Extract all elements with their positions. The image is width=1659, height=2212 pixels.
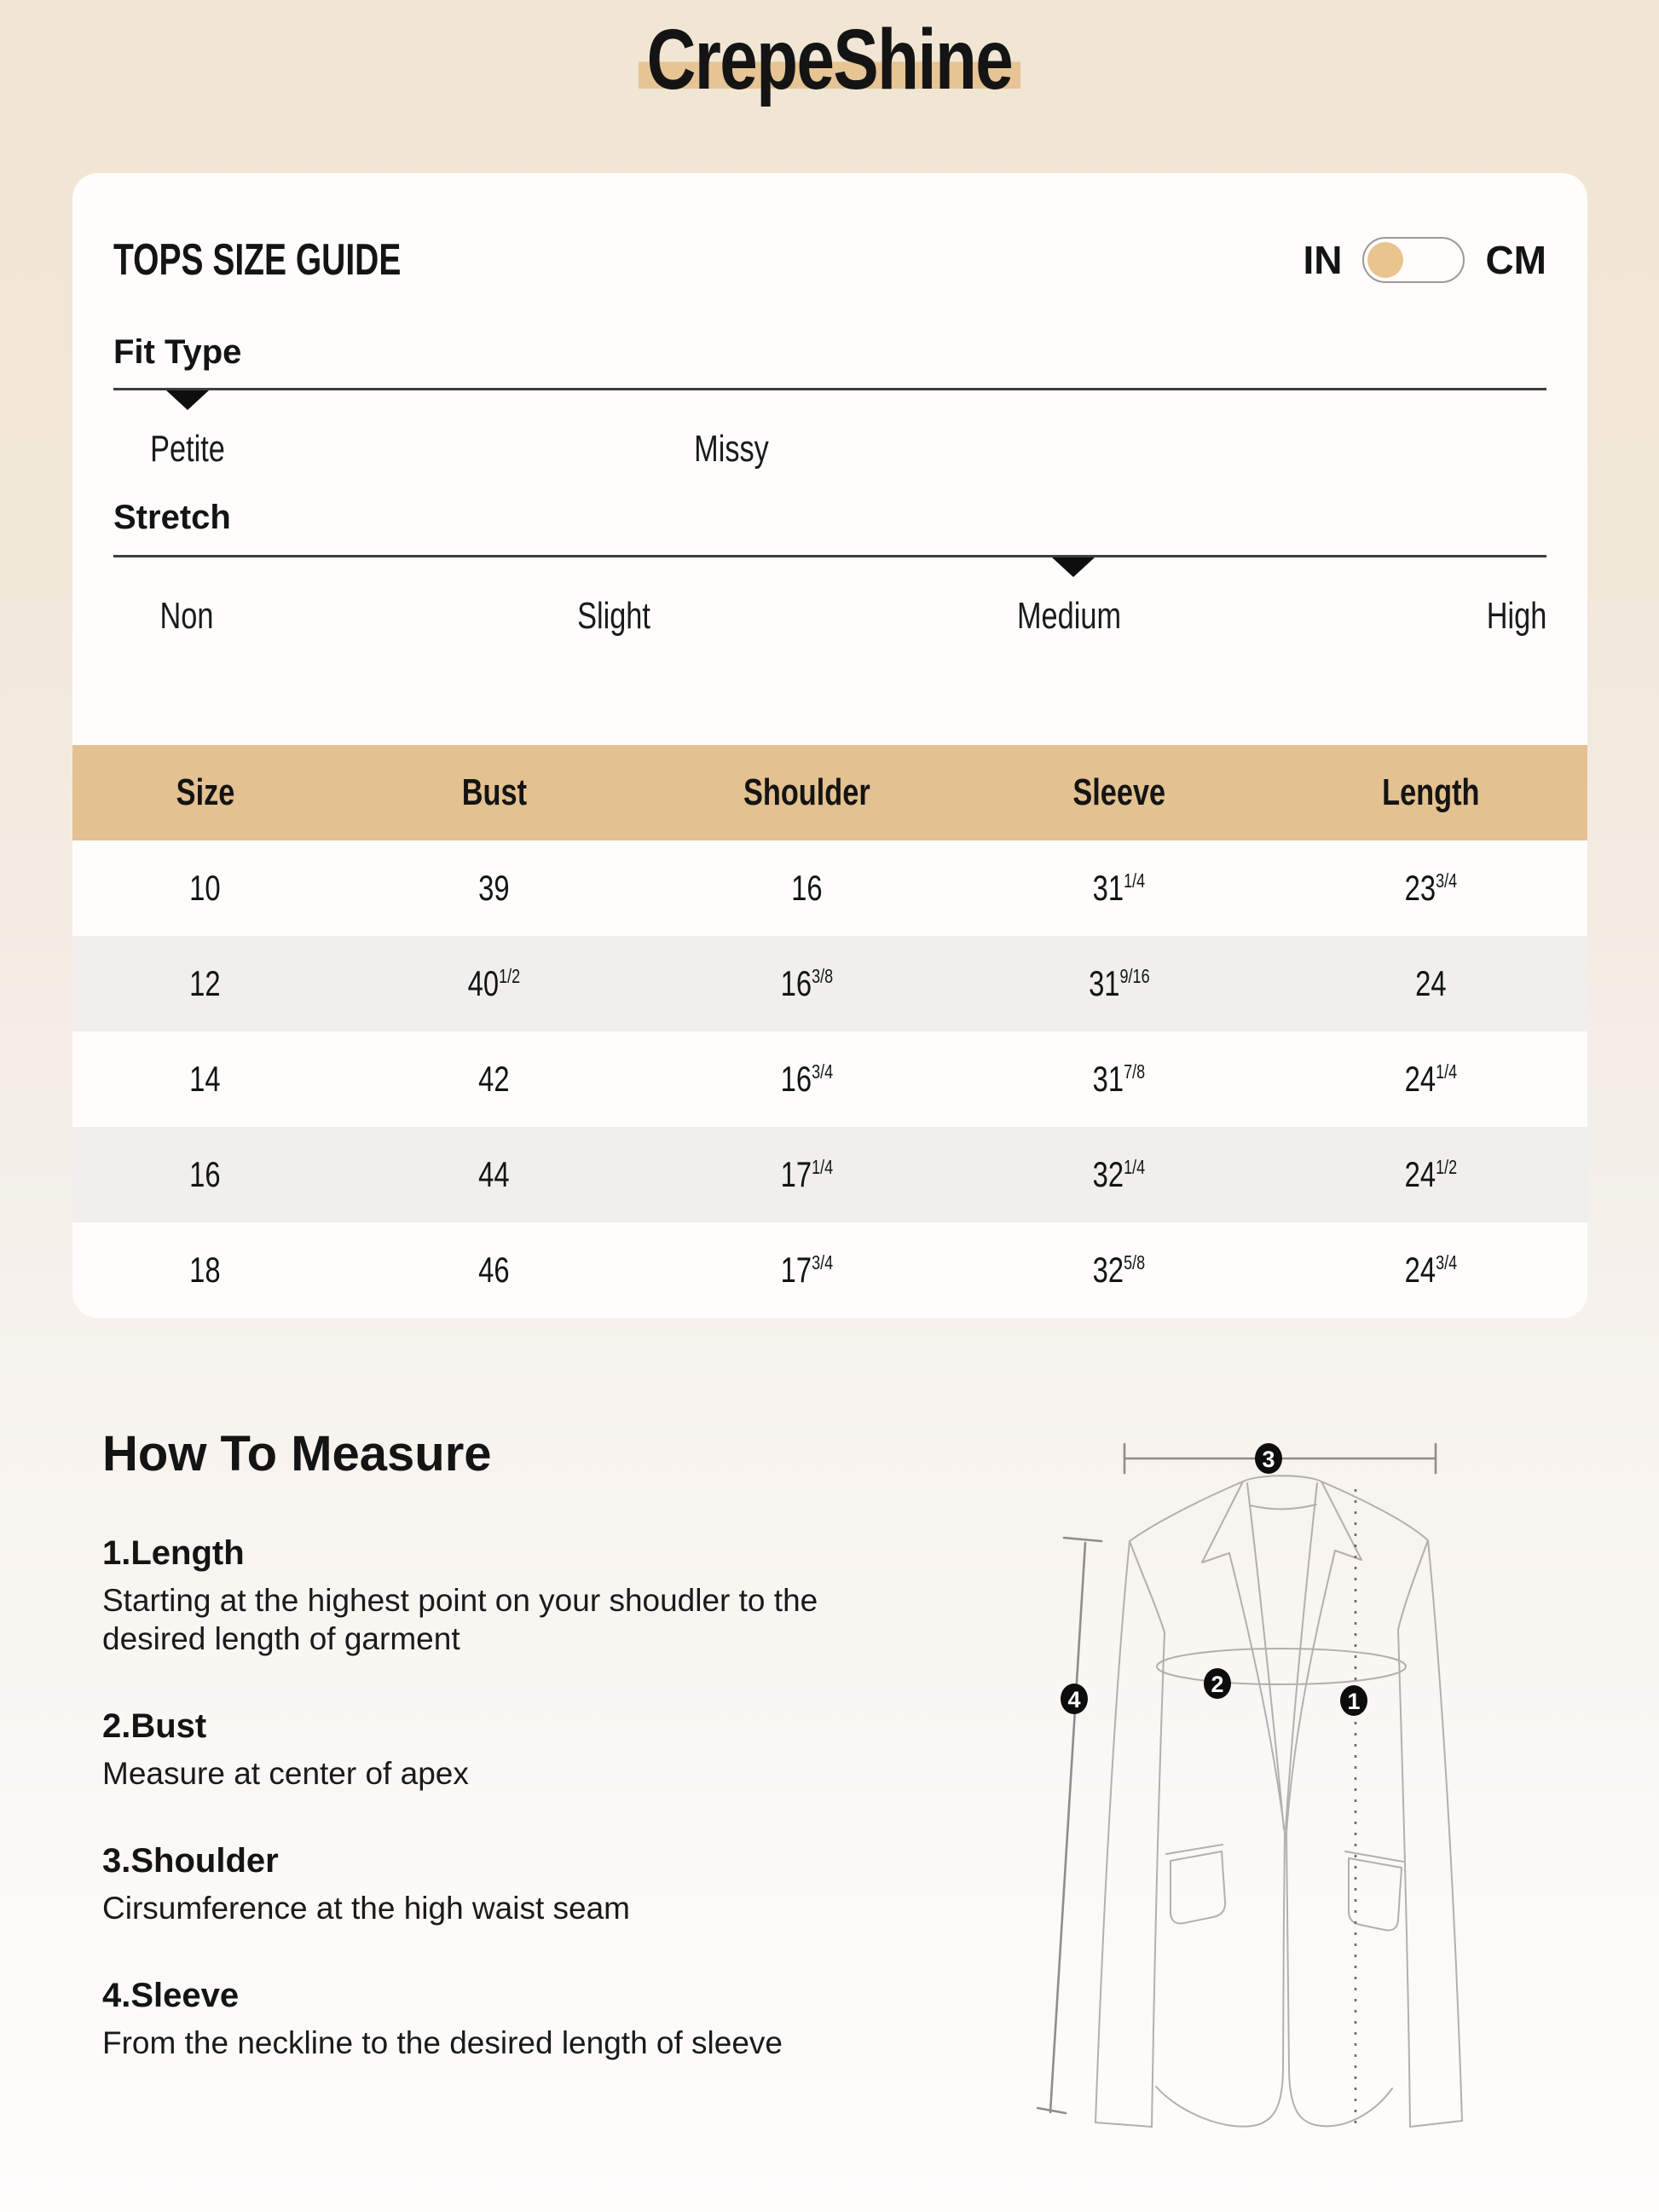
column-header: Sleeve	[1072, 771, 1165, 813]
column-header: Size	[176, 771, 235, 813]
table-cell: 39	[478, 868, 510, 908]
table-row-size-14	[72, 1031, 1587, 1127]
measure-item-4	[102, 1975, 904, 2062]
unit-switch-knob[interactable]	[1367, 242, 1403, 278]
fit-type-track-line	[113, 388, 1546, 390]
measure-item-1	[102, 1533, 904, 1658]
badge-1	[1340, 1685, 1367, 1716]
fit-type-label: Fit Type	[113, 333, 242, 371]
measure-item-text: Cirsumference at the high waist seam	[102, 1891, 630, 1926]
table-cell: $16^{3/4}$	[780, 1059, 833, 1099]
table-cell: $32^{1/4}$	[1092, 1154, 1146, 1194]
measure-item-text: Starting at the highest point on your shoudler to the desired length of garment	[102, 1583, 818, 1656]
table-cell: 16	[790, 868, 823, 908]
sleeve-measure-line	[1038, 1538, 1101, 2113]
table-cell: 46	[478, 1250, 510, 1290]
measure-instructions	[102, 1533, 904, 2110]
measure-item-text: From the neckline to the desired length of sleeve	[102, 2025, 783, 2060]
table-row-size-16	[72, 1127, 1587, 1222]
column-header: Length	[1382, 771, 1480, 813]
table-cell: 44	[478, 1154, 510, 1194]
size-guide-card	[72, 173, 1587, 1318]
column-header: Bust	[461, 771, 527, 813]
table-cell: $24^{1/2}$	[1405, 1154, 1458, 1194]
slider-option-missy: Missy	[693, 428, 769, 470]
unit-switch[interactable]	[1362, 237, 1465, 283]
table-cell: $40^{1/2}$	[467, 963, 521, 1003]
measure-item-heading: 3.Shoulder	[102, 1842, 279, 1880]
garment-diagram	[1037, 1432, 1565, 2152]
stretch-options	[113, 594, 1546, 644]
svg-text:2: 2	[1211, 1672, 1224, 1697]
measure-item-text: Measure at center of apex	[102, 1756, 469, 1791]
stretch-marker-icon	[1052, 557, 1095, 577]
brand-logo: CrepeShine	[639, 15, 1020, 105]
svg-text:4: 4	[1067, 1687, 1081, 1712]
blazer-sketch-illustration	[1037, 1432, 1565, 2152]
stretch-track	[113, 555, 1546, 580]
table-cell: $31^{9/16}$	[1088, 963, 1150, 1003]
svg-text:3: 3	[1262, 1447, 1275, 1472]
unit-label-in[interactable]: IN	[1303, 238, 1343, 282]
table-cell: 18	[189, 1250, 221, 1290]
measure-item-3	[102, 1840, 904, 1927]
blazer-outline	[1095, 1476, 1462, 2127]
how-to-measure-title: How To Measure	[102, 1426, 492, 1481]
size-table	[72, 745, 1587, 1318]
table-cell: $31^{7/8}$	[1092, 1059, 1146, 1099]
table-cell: $24^{3/4}$	[1405, 1250, 1458, 1290]
measure-item-2	[102, 1706, 904, 1793]
stretch-track-line	[113, 555, 1546, 557]
stretch-label: Stretch	[113, 499, 231, 536]
table-cell: $17^{3/4}$	[780, 1250, 833, 1290]
badge-3	[1255, 1443, 1282, 1474]
brand-header	[0, 12, 1659, 107]
table-row-size-18	[72, 1222, 1587, 1318]
table-cell: $17^{1/4}$	[780, 1154, 833, 1194]
table-row-size-12	[72, 936, 1587, 1031]
table-cell: 12	[189, 963, 221, 1003]
measure-item-heading: 4.Sleeve	[102, 1977, 240, 2014]
table-cell: 24	[1415, 963, 1448, 1003]
table-cell: $32^{5/8}$	[1092, 1250, 1146, 1290]
table-cell: $31^{1/4}$	[1092, 868, 1146, 908]
table-cell: 16	[189, 1154, 221, 1194]
svg-text:1: 1	[1347, 1689, 1361, 1714]
unit-label-cm[interactable]: CM	[1485, 238, 1546, 282]
table-cell: $16^{3/8}$	[780, 963, 833, 1003]
card-header	[113, 234, 1546, 286]
badge-2	[1204, 1668, 1231, 1699]
table-cell: 42	[478, 1059, 510, 1099]
fit-type-track	[113, 388, 1546, 413]
slider-option-high: High	[1486, 595, 1546, 637]
measure-item-heading: 2.Bust	[102, 1707, 207, 1745]
slider-option-non: Non	[159, 595, 214, 637]
table-cell: 14	[189, 1059, 221, 1099]
slider-option-slight: Slight	[576, 595, 650, 637]
fit-type-options	[113, 427, 1546, 476]
table-header-row	[72, 745, 1587, 840]
size-guide-title: TOPS SIZE GUIDE	[113, 235, 402, 285]
slider-option-medium: Medium	[1017, 595, 1122, 637]
table-row-size-10	[72, 840, 1587, 936]
fit-type-marker-icon	[166, 390, 209, 410]
column-header: Shoulder	[743, 771, 870, 813]
slider-option-petite: Petite	[150, 428, 226, 470]
table-cell: $23^{3/4}$	[1405, 868, 1458, 908]
badge-4	[1061, 1684, 1088, 1714]
table-cell: 10	[189, 868, 221, 908]
table-cell: $24^{1/4}$	[1405, 1059, 1458, 1099]
measure-item-heading: 1.Length	[102, 1534, 245, 1572]
unit-toggle	[1303, 237, 1546, 283]
